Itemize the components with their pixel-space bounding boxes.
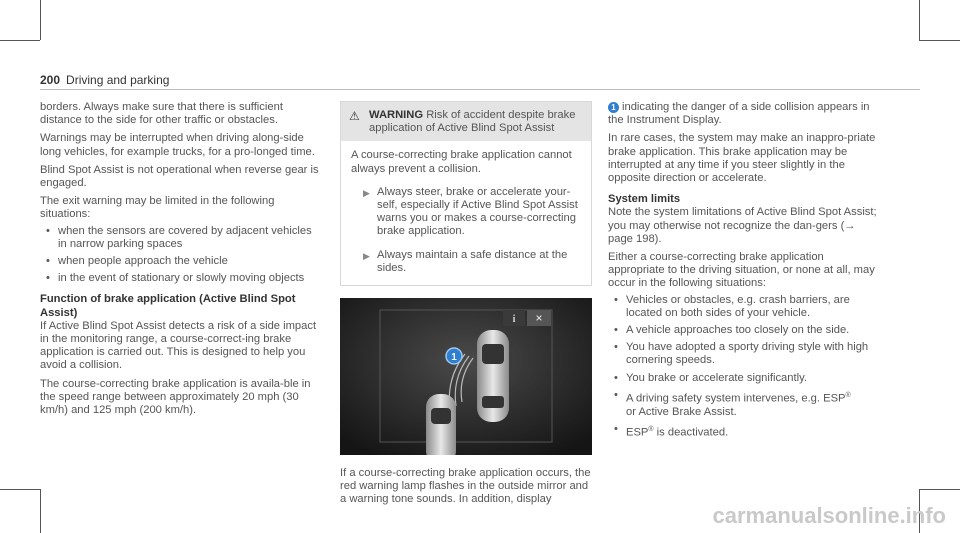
arrow-icon: ▶	[363, 187, 370, 198]
page-header	[40, 73, 169, 87]
warning-title: Risk of accident despite brake application of Active Blind Spot Assist	[369, 109, 576, 135]
list-item: • You have adopted a sporty driving style with high cornering speeds.	[614, 341, 869, 367]
warning-text: A course-correcting brake application cannot always prevent a collision.	[351, 149, 572, 175]
arrow-icon: ▶	[363, 250, 370, 261]
paragraph: Note the system limitations of Active Blind Spot Assist; you may otherwise not recognize the dan-gers (→ page 198).	[608, 206, 877, 245]
watermark: carmanualsonline.info	[712, 503, 946, 528]
warning-header	[341, 102, 591, 141]
paragraph: If a course-correcting brake application occurs, the red warning lamp flashes in the outside mirror and a warning tone sounds. In addition, display	[340, 467, 591, 506]
page-number: 200	[40, 73, 61, 87]
warning-body	[341, 141, 591, 285]
list-item: • A driving safety system intervenes, e.g. ESP® or Active Brake Assist.	[614, 388, 851, 418]
paragraph: borders. Always make sure that there is sufficient distance to the side for other traffic or obstacles.	[40, 101, 283, 127]
list-item: • A vehicle approaches too closely on the side.	[614, 324, 850, 337]
column-right	[608, 101, 878, 444]
blind-spot-illustration	[340, 298, 592, 455]
list-item: • Vehicles or obstacles, e.g. crash barriers, are located on both sides of your vehicle.	[614, 293, 850, 319]
warning-box	[340, 101, 592, 286]
svg-text:×: ×	[535, 311, 543, 326]
section-heading: Function of brake application (Active Blind Spot Assist)	[40, 293, 296, 319]
paragraph: In rare cases, the system may make an inappro-priate brake application. This brake application may be interrupted at any time if you steer slightly in the opposite direction or accelerate.	[608, 132, 876, 185]
crop-mark	[0, 40, 40, 41]
list-item: • when the sensors are covered by adjacent vehicles in narrow parking spaces	[46, 224, 312, 250]
crop-mark	[919, 40, 960, 41]
paragraph: Blind Spot Assist is not operational when reverse gear is engaged.	[40, 163, 319, 190]
list-item: • when people approach the vehicle	[46, 255, 228, 268]
instrument-display-figure	[340, 298, 592, 455]
paragraph: Warnings may be interrupted when driving along-side long vehicles, for example trucks, for a pro-longed time.	[40, 132, 315, 158]
crop-mark	[919, 0, 920, 40]
warning-label: WARNING	[369, 109, 424, 121]
crop-mark	[40, 0, 41, 40]
crop-mark	[0, 489, 40, 490]
section-title: Driving and parking	[66, 73, 170, 87]
list-item: • in the event of stationary or slowly moving objects	[46, 272, 305, 285]
adjacent-vehicle-icon	[426, 394, 456, 455]
warning-triangle-icon: ⚠	[349, 109, 360, 123]
list-item: • ESP® is deactivated.	[614, 423, 729, 439]
crop-mark	[919, 489, 960, 490]
bullet-list	[40, 225, 320, 286]
list-item: • You brake or accelerate significantly.	[614, 371, 807, 384]
svg-text:i: i	[512, 314, 516, 326]
paragraph: 1 indicating the danger of a side collision appears in the Instrument Display.	[608, 101, 870, 127]
marker-1-icon: 1	[608, 102, 619, 113]
column-left	[40, 101, 320, 422]
warning-step: ▶ Always maintain a safe distance at the sides.	[363, 248, 568, 274]
svg-text:1: 1	[451, 352, 457, 364]
paragraph: The course-correcting brake application is availa-ble in the speed range between approximately 20 mph (30 km/h) and 125 mph (200 km/h).	[40, 377, 311, 417]
crop-mark	[40, 489, 41, 533]
own-vehicle-icon	[477, 330, 509, 422]
paragraph: The exit warning may be limited in the following situations:	[40, 195, 275, 221]
paragraph: Either a course-correcting brake application appropriate to the driving situation, or none at all, may occur in the following situations:	[608, 251, 875, 290]
bullet-list	[608, 294, 878, 440]
section-heading: System limits	[608, 193, 681, 206]
warning-step: ▶ Always steer, brake or accelerate your-self, especially if Active Blind Spot Assist warns you or makes a course-correcting brake application.	[363, 185, 578, 238]
paragraph: If Active Blind Spot Assist detects a risk of a side impact in the monitoring range, a course-correct-ing brake application is carried out. This is designed to help you avoid a collision.	[40, 319, 317, 372]
column-middle	[340, 101, 592, 512]
header-divider	[40, 89, 920, 90]
